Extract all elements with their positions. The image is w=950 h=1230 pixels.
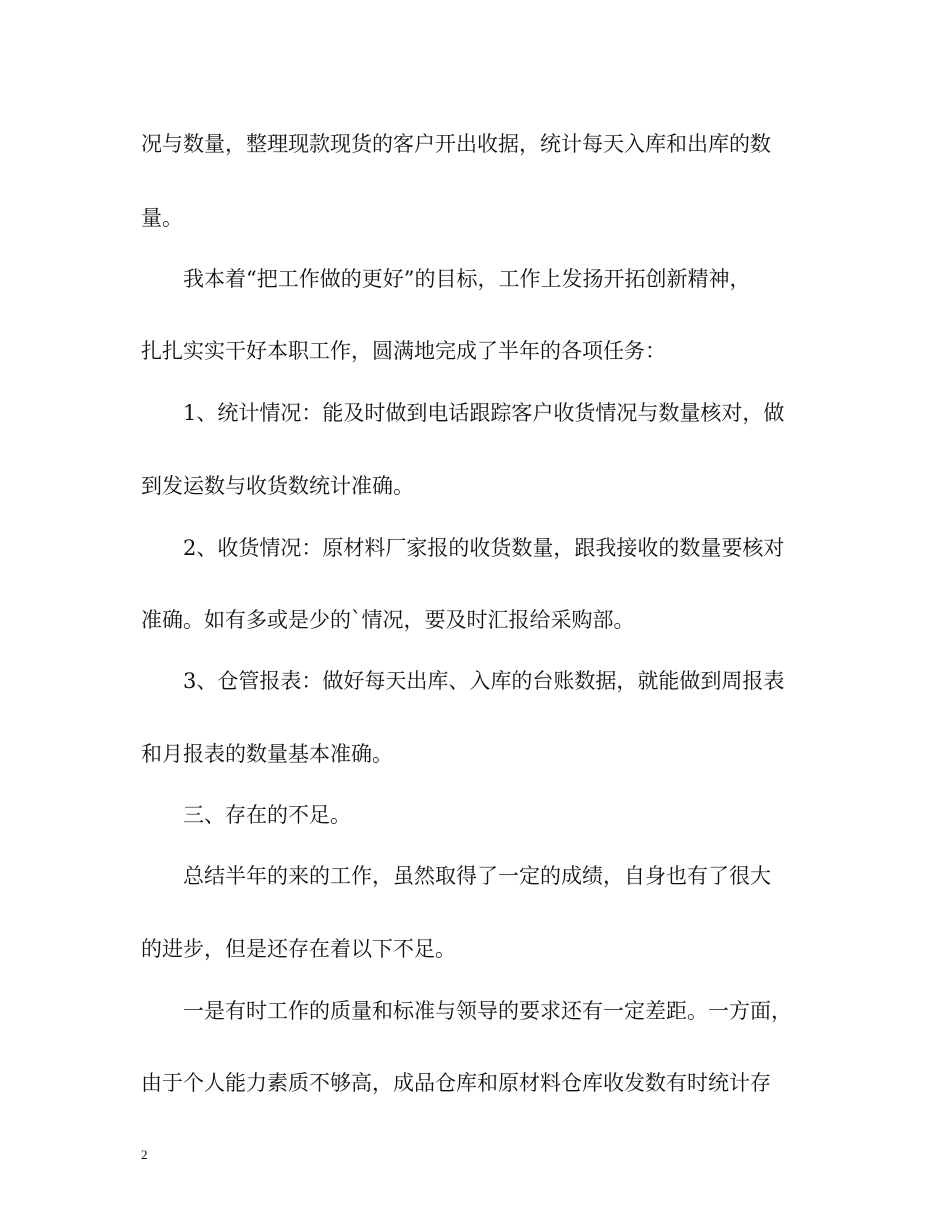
text-line: 扎扎实实干好本职工作，圆满地完成了半年的各项任务：: [141, 339, 666, 363]
page-number: 2: [141, 1147, 148, 1162]
paragraph-start: 3、仓管报表：做好每天出库、入库的台账数据，就能做到周报表: [183, 669, 785, 693]
paragraph-start: 2、收货情况：原材料厂家报的收货数量，跟我接收的数量要核对: [183, 536, 785, 560]
paragraph-start: 总结半年的来的工作，虽然取得了一定的成绩，自身也有了很大: [183, 864, 771, 888]
text-line: 和月报表的数量基本准确。: [141, 742, 393, 766]
text-line: 量。: [141, 206, 183, 230]
paragraph-start: 我本着“把工作做的更好”的目标，工作上发扬开拓创新精神，: [183, 267, 751, 291]
paragraph-start: 1、统计情况：能及时做到电话跟踪客户收货情况与数量核对，做: [183, 401, 785, 425]
text-line: 况与数量，整理现款现货的客户开出收据，统计每天入库和出库的数: [141, 132, 771, 156]
section-heading: 三、存在的不足。: [183, 803, 351, 827]
text-line: 的进步，但是还存在着以下不足。: [141, 937, 456, 961]
paragraph-start: 一是有时工作的质量和标准与领导的要求还有一定差距。一方面，: [183, 999, 792, 1023]
text-line: 准确。如有多或是少的`情况，要及时汇报给采购部。: [141, 608, 635, 632]
text-line: 到发运数与收货数统计准确。: [141, 474, 414, 498]
text-line: 由于个人能力素质不够高，成品仓库和原材料仓库收发数有时统计存: [141, 1071, 771, 1095]
